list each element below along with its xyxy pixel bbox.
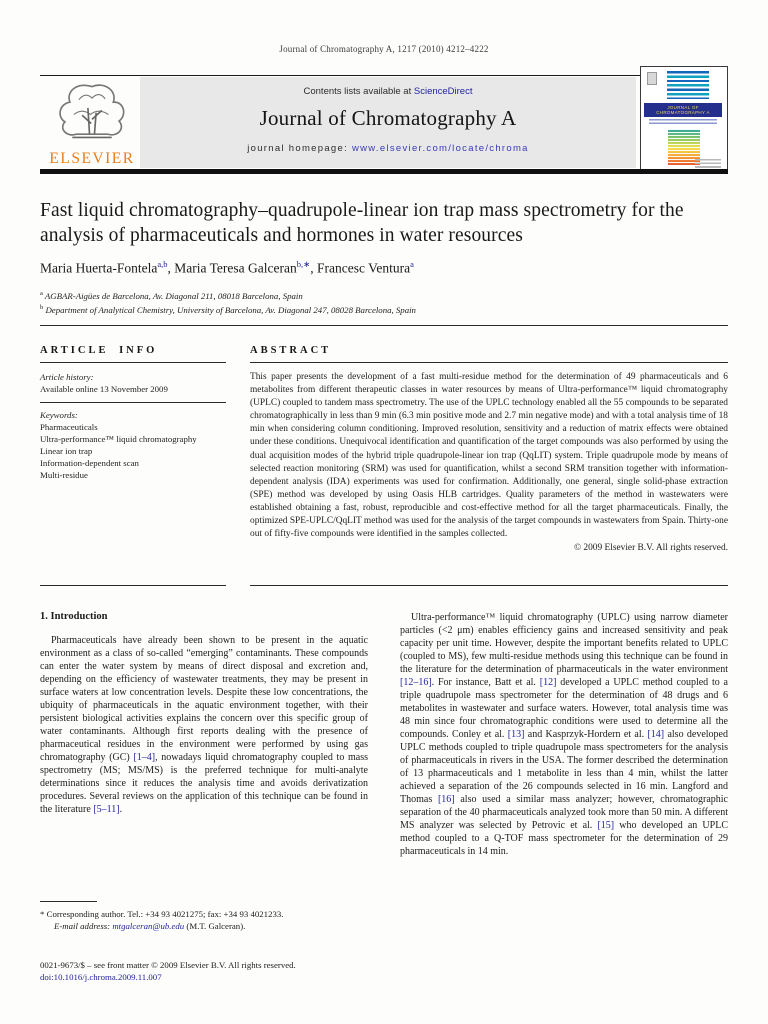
cover-publisher-mark [695,159,721,168]
homepage-prefix: journal homepage: [247,143,352,154]
copyright-line: © 2009 Elsevier B.V. All rights reserved. [573,543,728,554]
article-info-box [40,345,226,481]
paragraph-text: developed a UPLC method coupled to a triple quadrupole mass spectrometer for the determination of 48 drugs and 6 metabolites in wastewater and surface waters. However, total analysis time was 48 min since four chromatographic conditions were used to determine all the compounds. Conley et al. [400,677,728,740]
author-affiliation-mark[interactable]: b,∗ [296,259,311,269]
cover-subtitle-lines [649,119,717,126]
keyword-item: Pharmaceuticals [40,422,98,432]
affiliation-line [40,288,728,302]
journal-homepage-link[interactable]: www.elsevier.com/locate/chroma [351,143,529,154]
author-affiliation-mark[interactable]: a [410,259,414,269]
footnote-text: Corresponding author. Tel.: +34 93 4021275; fax: +34 93 4021233. [44,909,284,919]
citation-link[interactable]: [15] [597,820,615,831]
intro-paragraph-1 [40,634,368,816]
citation-link[interactable]: [12] [539,677,557,688]
available-online: Available online 13 November 2009 [40,384,168,394]
citation-link[interactable]: [5–11] [93,804,120,815]
citation-link[interactable]: [12–16] [400,677,432,688]
homepage-line [140,143,636,154]
citation-link[interactable]: [1–4] [133,752,156,763]
elsevier-logo-text: ELSEVIER [49,150,135,167]
cover-top-bars [667,71,709,99]
divider [250,362,728,363]
article-title: Fast liquid chromatography–quadrupole-linear ion trap mass spectrometry for the analysis of pharmaceuticals and hormones in water resources [40,200,684,246]
paragraph-text: . [119,804,123,815]
email-suffix: (M.T. Galceran). [184,921,246,931]
article-info-heading: ARTICLE INFO [40,345,158,356]
author-name: Francesc Ventura [316,260,411,276]
author-line [40,259,728,277]
keywords-label: Keywords: [40,410,78,420]
sciencedirect-link[interactable]: ScienceDirect [413,86,473,97]
paragraph-text: Ultra-performance™ liquid chromatography (UPLC) using narrow diameter particles (<2 μm) enables efficiency gains and increased sensitivity and peak capacity per unit time. However, despite the important benefits related to UPLC (coupled to MS), few multi-residue methods using this technique can be found in the literature for the determination of pharmaceuticals in the water environment [400,612,728,675]
divider [40,362,226,363]
paragraph-text: , nowadays liquid chromatography coupled to mass spectrometry (MS; MS/MS) is the preferred technique for multi-analyte determinations since it reduces the analysis time and avoids derivatization procedures. Several reviews on the application of this technique can be found in the literature [40,752,368,815]
abstract-text: This paper presents the development of a fast multi-residue method for the determination of 49 pharmaceuticals and 6 metabolites from different therapeutic classes in water resources by means of Ultra-performance™ liquid chromatography (UPLC) coupled to tandem mass spectrometry. The use of the UPLC technology enabled all the 55 compounds to be separated chromatographically in less than 9 min (6.3 min positive mode and 2.7 min negative mode) and with a total analysis time of 18 min when considering column conditioning. Improved resolution, sensitivity and a reduction of matrix effects were obtained under these conditions. Unequivocal identification and quantification of the target compounds was also performed by using the dual acquisition modes of the hybrid triple quadrupole-linear ion trap (QqLIT) system. Triple quadrupole mode by means of selected reaction monitoring (SRM) was used for quantification, whilst a second SRM transition together with information-dependent analysis (IDA) experiments was used for confirmation. Additionally, one general, single solid-phase extraction (SPE) method was developed by using Oasis HLB cartridges. Quality parameters of the method in wastewaters were established obtaining a fast, robust, reproducible and cost-effective method for all the target pharmaceuticals. Finally, the optimized SPE-UPLC/QqLIT method was used for the analysis of the target compounds in wastewaters from Spain. Thirty-one out of fifty-five compounds were identified in the samples collected. [250,372,728,540]
elsevier-logo [42,80,142,168]
contents-prefix: Contents lists available at [303,86,414,97]
cover-title: JOURNAL OF CHROMATOGRAPHY A [644,103,722,117]
keyword-item: Ultra-performance™ liquid chromatography [40,434,197,444]
citation-link[interactable]: [13] [507,729,525,740]
footnote-marker: * [40,909,45,919]
divider [40,325,728,326]
affiliations [40,288,728,316]
paragraph-text: and Kasprzyk-Hordern et al. [524,729,648,740]
body-column-left [40,634,368,816]
keyword-item: Multi-residue [40,470,88,480]
keyword-item: Information-dependent scan [40,458,139,468]
citation-link[interactable]: [16] [437,794,455,805]
author-name: Maria Huerta-Fontela [40,260,158,276]
divider [40,75,728,76]
divider [40,585,226,586]
abstract-box [250,345,728,553]
author-separator: , [310,260,317,276]
contents-line [140,86,636,97]
divider [40,402,226,403]
corresponding-author-note [40,908,374,920]
affiliation-mark: b [40,303,44,311]
journal-title: Journal of Chromatography A [259,106,517,130]
body-column-right [400,611,728,858]
footnote-divider [40,901,97,902]
doi-link[interactable]: doi:10.1016/j.chroma.2009.11.007 [40,972,162,982]
affiliation-text: Department of Analytical Chemistry, University of Barcelona, Av. Diagonal 247, 08028 Barcelona, Spain [43,304,416,315]
paragraph-text: . For instance, Batt et al. [431,677,540,688]
paragraph-text: Pharmaceuticals have already been shown to be present in the aquatic environment as a class of so-called “emerging” contaminants. These compounds can enter the water system by means of direct disposal and excretion and, depending on the efficiency of wastewater treatments, they may be present in surface waters at low concentration levels. Despite these low concentrations, the ubiquity of pharmaceuticals in the aquatic environment together, with their persistent biological activities explains the concern over this specific group of water contaminants. Although first reports dealing with the presence of pharmaceutical residues in the environment were performed by using gas chromatography (GC) [40,635,368,763]
email-label: E-mail address: [54,921,113,931]
keyword-item: Linear ion trap [40,446,93,456]
paragraph-text: also used a similar mass analyzer; however, chromatographic separation of the 40 pharmaceuticals analyzed took more than 50 min. A different MS analyzer was selected by Petrovic et al. [400,794,728,831]
divider [250,585,728,586]
journal-cover-thumbnail [640,66,728,173]
author-affiliation-mark[interactable]: a,b [157,259,168,269]
running-head: Journal of Chromatography A, 1217 (2010) 4212–4222 [279,44,489,54]
cover-logo-mark [647,72,657,85]
article-history-label: Article history: [40,372,94,382]
citation-link[interactable]: [14] [647,729,665,740]
journal-banner [140,77,636,168]
paragraph-text: who developed an UPLC method coupled to a Q-TOF mass spectrometer for the determination of 29 pharmaceuticals in 14 min. [400,820,728,857]
issn-copyright-line: 0021-9673/$ – see front matter © 2009 Elsevier B.V. All rights reserved. [40,960,296,970]
email-note [40,920,374,932]
author-separator: , [167,260,175,276]
header-thick-rule [40,169,728,174]
affiliation-mark: a [40,290,43,297]
footnote-block [40,908,374,932]
email-link[interactable]: mtgalceran@ub.edu [112,921,185,931]
section-heading-introduction: 1. Introduction [40,611,108,622]
elsevier-tree-icon [51,131,133,148]
paragraph-text: also developed UPLC methods coupled to triple quadrupole mass spectrometers for the analysis of pharmaceuticals in rivers in the USA. The former described the determination of 13 pharmaceuticals and 1 metabolite in less than 4 min, whilst the latter achieved a separation of the 26 compounds selected in 16 min. Langford and Thomas [400,729,728,805]
author-name: Maria Teresa Galceran [174,260,297,276]
abstract-heading: ABSTRACT [250,345,332,356]
affiliation-text: AGBAR-Aigües de Barcelona, Av. Diagonal 211, 08018 Barcelona, Spain [42,290,303,301]
intro-paragraph-2 [400,611,728,858]
doi-link-line [40,972,440,982]
affiliation-line [40,302,728,316]
